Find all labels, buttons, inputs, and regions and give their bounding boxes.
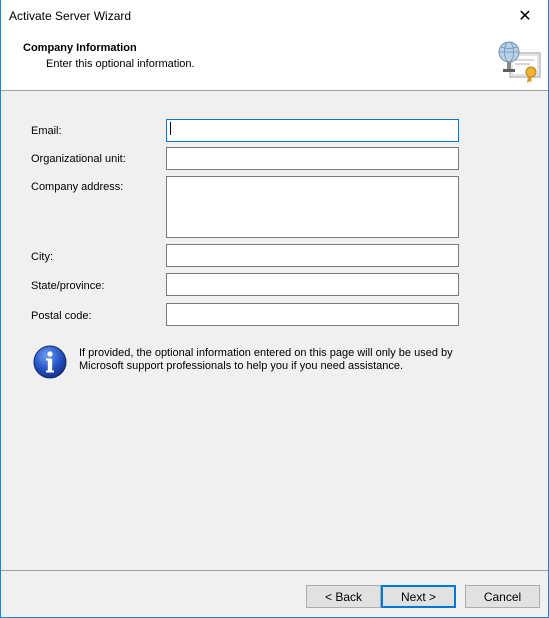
page-title: Company Information — [23, 42, 137, 54]
page-subtitle: Enter this optional information. — [46, 58, 195, 70]
next-button[interactable]: Next > — [381, 585, 456, 608]
postal-code-field[interactable] — [166, 303, 459, 326]
info-message: If provided, the optional information entered on this page will only be used by Microsoft support professionals to help you if you need assistance. — [79, 347, 453, 372]
city-label: City: — [31, 251, 53, 263]
company-address-field[interactable] — [166, 176, 459, 238]
info-icon — [33, 345, 67, 379]
close-button[interactable] — [502, 0, 548, 31]
state-province-field[interactable] — [166, 273, 459, 296]
org-unit-field[interactable] — [166, 147, 459, 170]
city-field[interactable] — [166, 244, 459, 267]
email-field[interactable] — [166, 119, 459, 142]
cancel-button[interactable]: Cancel — [465, 585, 540, 608]
state-province-label: State/province: — [31, 280, 105, 292]
postal-code-label: Postal code: — [31, 310, 92, 322]
email-label: Email: — [31, 125, 62, 137]
company-address-label: Company address: — [31, 181, 124, 193]
footer-divider — [1, 570, 548, 571]
title-bar[interactable] — [1, 0, 548, 31]
back-button[interactable]: < Back — [306, 585, 381, 608]
text-caret — [170, 122, 171, 135]
org-unit-label: Organizational unit: — [31, 153, 126, 165]
certificate-globe-icon — [496, 39, 542, 85]
wizard-header — [1, 31, 548, 91]
window-title: Activate Server Wizard — [9, 9, 132, 23]
close-icon: ✕ — [518, 7, 532, 25]
